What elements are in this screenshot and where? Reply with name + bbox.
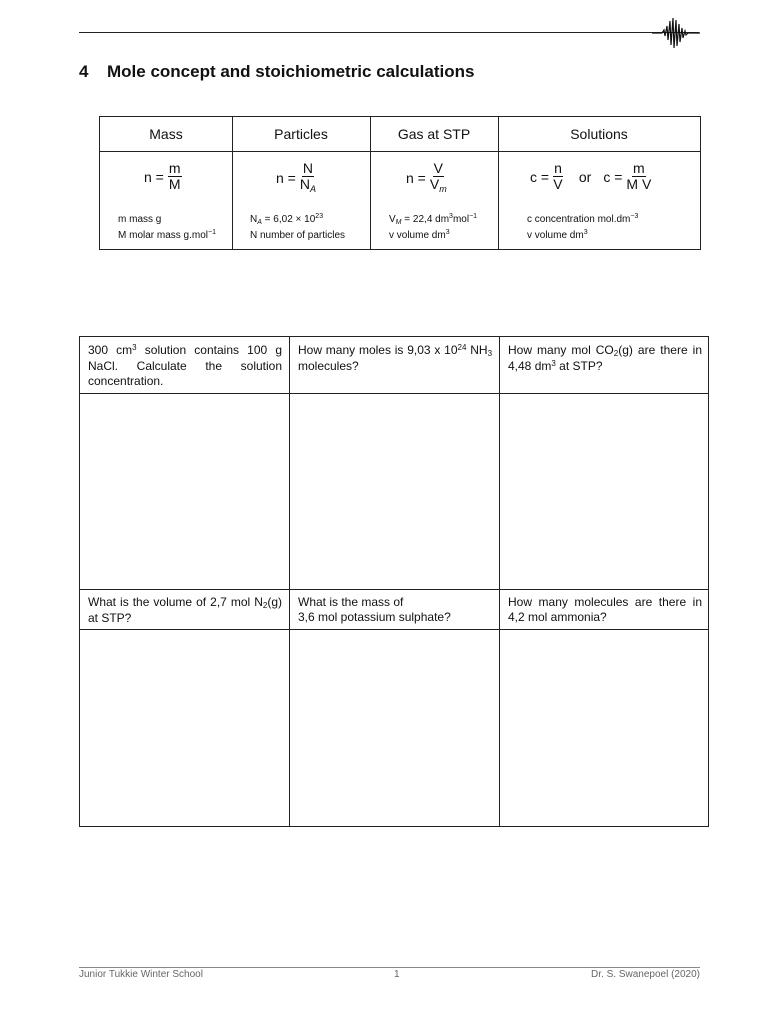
question-2: How many moles is 9,03 x $10^{24}$ NH3 molecules? [298,343,493,373]
formula-numerator: m [168,160,181,176]
question-6: How many molecules are there in 4,2 mol ammonia? [508,595,702,624]
solutions-note-1: c concentration $mol.dm^{-3}$ [527,213,639,225]
formula-gas [406,161,447,194]
question-1: 300 $cm^3$ solution contains 100 g NaCl. Calculate the solution concentration. [88,343,282,388]
formula-denominator: M [168,176,181,192]
formula-lhs: n = [276,169,296,186]
table-header-divider [100,151,700,152]
particles-note-2: N number of particles [250,230,346,241]
footer-rule [79,967,700,968]
formula-numerator: m [633,160,645,176]
header-rule [79,32,699,33]
footer-right: Dr. S. Swanepoel (2020) [591,969,700,980]
question-4: What is the volume of 2,7 mol N2(g) at STP? [88,595,282,625]
grid-divider [80,589,708,590]
header-gas: Gas at STP [397,126,471,142]
formula-numerator: N [302,160,313,176]
formula-denominator: $V_m$ [429,176,447,194]
section-number: 4 [79,62,89,81]
solutions-note-2: v volume $dm^3$ [527,229,588,241]
formula-particles [276,161,316,194]
particles-note-1: $N_A = 6,02 \times 10^{23}$ [250,213,324,226]
waveform-icon [652,16,700,50]
formula-solutions [530,161,651,192]
mass-note-2: M molar mass g.mol$^{-1}$ [118,229,216,241]
formula-lhs: n = [406,169,426,186]
formula-table [99,116,701,250]
formula-numerator: V [433,160,443,176]
formula-denominator: $N_A$ [299,176,316,194]
page-number: 1 [394,969,400,980]
grid-divider [80,629,708,630]
grid-divider [289,337,290,826]
formula-lhs: n = [144,168,164,185]
question-3: How many mol CO2(g) are there in 4,48 $dm^3$ at STP? [508,343,703,373]
question-5: What is the mass of 3,6 mol potassium sulphate? [298,595,451,624]
formula-lhs: c = [530,168,550,185]
grid-divider [499,337,500,826]
formula-lhs: c = [603,168,623,185]
question-grid [79,336,709,827]
formula-or: or [578,168,592,185]
header-particles: Particles [274,126,328,142]
formula-mass [144,161,182,192]
gas-note-1: $V_M = 22,4$ $dm^3mol^{-1}$ [389,213,478,226]
header-mass: Mass [149,126,183,142]
formula-denominator: M V [626,176,652,192]
footer-left: Junior Tukkie Winter School [79,969,203,980]
formula-numerator: n [554,160,562,176]
gas-note-2: v volume $dm^3$ [389,229,450,241]
section-heading [79,62,474,82]
grid-divider [80,393,708,394]
mass-note-1: m mass g [118,214,162,225]
formula-denominator: V [553,176,563,192]
header-solutions: Solutions [570,126,628,142]
section-title: Mole concept and stoichiometric calculations [107,62,475,81]
